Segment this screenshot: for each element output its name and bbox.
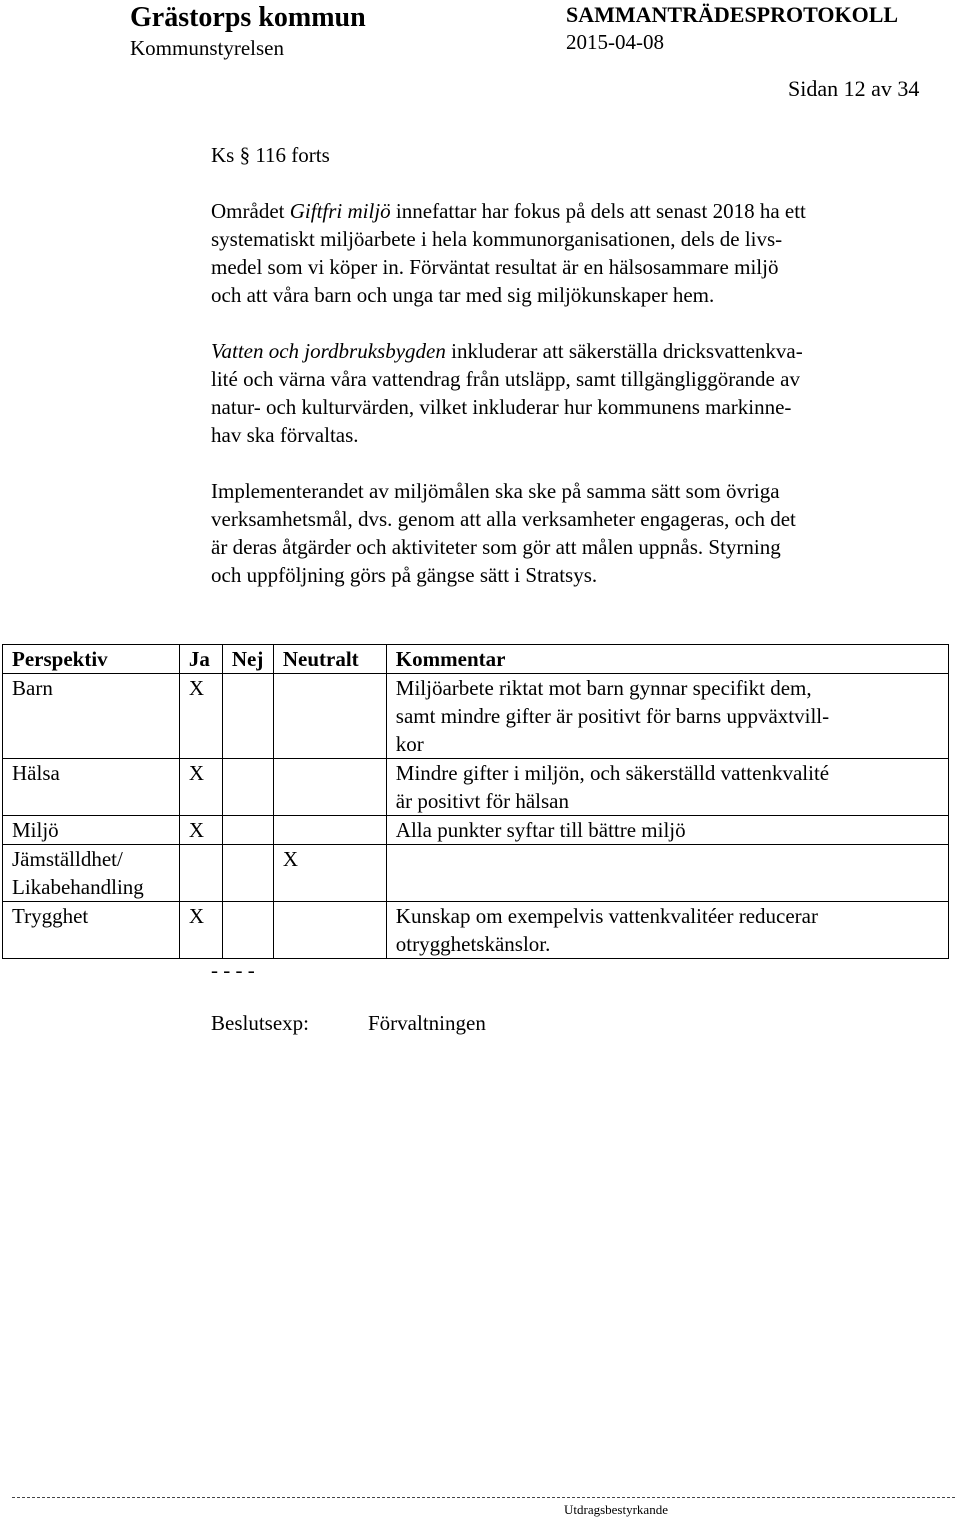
line-text: inkluderar att säkerställa dricksvattenkva- [445,339,803,363]
line-text: är deras åtgärder och aktiviteter som gör att målen uppnås. Styrning [211,535,781,559]
decision-value: Förvaltningen [368,1011,486,1035]
cell-nej [222,845,273,902]
decision-label: Beslutsexp: [211,1011,309,1035]
line-text: verksamhetsmål, dvs. genom att alla verksamheter engageras, och det [211,507,796,531]
line-text: systematiskt miljöarbete i hela kommunorganisationen, dels de livs- [211,227,783,251]
cell-neutralt [273,902,386,959]
table-row [3,845,949,902]
cell-neutralt [273,674,386,759]
separator: - - - - [211,958,255,982]
emphasized-term: Giftfri miljö [289,199,391,223]
cell-kommentar [386,845,948,902]
footer-label: Utdragsbestyrkande [564,1502,668,1517]
cell-kommentar [386,674,948,759]
paragraph-line [211,393,911,421]
cell-kommentar-line: otrygghetskänslor. [395,932,551,956]
section-reference: Ks § 116 forts [211,143,330,167]
line-text: Området [211,199,290,223]
cell-kommentar-line: är positivt för hälsan [395,789,570,813]
cell-kommentar-line: Alla punkter syftar till bättre miljö [395,818,686,842]
cell-ja: X [179,674,222,759]
paragraph [211,337,911,449]
paragraph-line [211,253,911,281]
cell-perspektiv-line: Hälsa [12,761,60,785]
paragraph-line [211,533,911,561]
emphasized-term: Vatten och jordbruksbygden [211,339,446,363]
table-header-row [3,645,949,674]
cell-kommentar [386,816,948,845]
cell-perspektiv [3,845,180,902]
line-text: hav ska förvaltas. [211,423,359,447]
board-name: Kommunstyrelsen [130,36,284,60]
cell-ja: X [179,902,222,959]
line-text: innefattar har fokus på dels att senast 2018 ha ett [390,199,806,223]
header-kommentar: Kommentar [386,645,948,674]
footer-rule [12,1497,955,1498]
cell-kommentar [386,902,948,959]
paragraphs [211,197,911,589]
cell-perspektiv-line: Barn [12,676,53,700]
table-row [3,816,949,845]
perspective-table [2,644,949,959]
organization-name: Grästorps kommun [130,2,366,33]
document-type: SAMMANTRÄDESPROTOKOLL [566,2,899,27]
cell-kommentar [386,759,948,816]
paragraph [211,197,911,309]
cell-perspektiv [3,902,180,959]
paragraph-line [211,337,911,365]
line-text: medel som vi köper in. Förväntat resultat är en hälsosammare miljö [211,255,779,279]
paragraph-line [211,505,911,533]
table-row [3,759,949,816]
cell-kommentar-line: kor [395,732,424,756]
paragraph-line [211,225,911,253]
line-text: och uppföljning görs på gängse sätt i Stratsys. [211,563,598,587]
paragraph-line [211,197,911,225]
cell-kommentar-line: Miljöarbete riktat mot barn gynnar specifikt dem, [395,676,812,700]
cell-kommentar-line: Mindre gifter i miljön, och säkerställd vattenkvalité [395,761,830,785]
header-neutralt: Neutralt [273,645,386,674]
cell-nej [222,816,273,845]
paragraph-line [211,477,911,505]
cell-perspektiv [3,816,180,845]
paragraph-line [211,281,911,309]
paragraph-line [211,365,911,393]
cell-ja: X [179,759,222,816]
table-row [3,902,949,959]
line-text: natur- och kulturvärden, vilket inkluderar hur kommunens markinne- [211,395,792,419]
cell-perspektiv-line: Likabehandling [12,875,144,899]
cell-perspektiv-line: Jämställdhet/ [12,847,123,871]
cell-perspektiv-line: Miljö [12,818,59,842]
cell-neutralt: X [273,845,386,902]
cell-perspektiv [3,674,180,759]
header-ja: Ja [179,645,222,674]
cell-nej [222,902,273,959]
header-perspektiv: Perspektiv [3,645,180,674]
document-date: 2015-04-08 [566,30,664,54]
cell-ja [179,845,222,902]
cell-perspektiv [3,759,180,816]
paragraph-line [211,421,911,449]
line-text: Implementerandet av miljömålen ska ske på samma sätt som övriga [211,479,780,503]
cell-kommentar-line: samt mindre gifter är positivt för barns uppväxtvill- [395,704,830,728]
cell-nej [222,674,273,759]
paragraph-line [211,561,911,589]
paragraph [211,477,911,589]
header-nej: Nej [222,645,273,674]
cell-ja: X [179,816,222,845]
document-body [211,141,911,617]
cell-kommentar-line: Kunskap om exempelvis vattenkvalitéer reducerar [395,904,818,928]
cell-neutralt [273,816,386,845]
cell-nej [222,759,273,816]
line-text: och att våra barn och unga tar med sig miljökunskaper hem. [211,283,715,307]
page-number: Sidan 12 av 34 [788,76,920,101]
line-text: lité och värna våra vattendrag från utsläpp, samt tillgängliggörande av [211,367,800,391]
cell-neutralt [273,759,386,816]
cell-perspektiv-line: Trygghet [12,904,89,928]
table-row [3,674,949,759]
